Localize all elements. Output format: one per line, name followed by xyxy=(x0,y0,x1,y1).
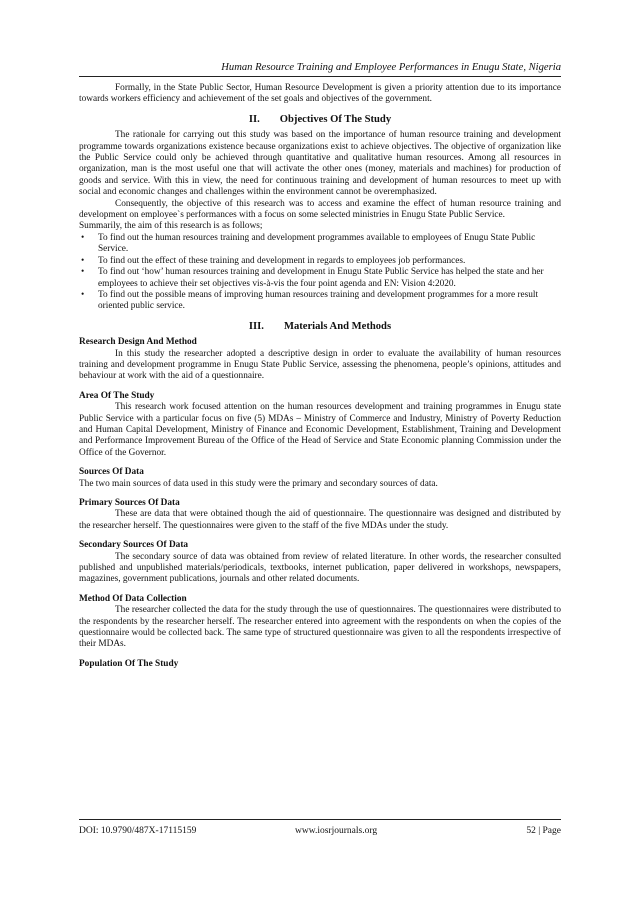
subheading-collection: Method Of Data Collection xyxy=(79,593,187,604)
section-title: Objectives Of The Study xyxy=(279,113,392,125)
subheading-area: Area Of The Study xyxy=(79,390,155,401)
subheading-research-design: Research Design And Method xyxy=(79,337,197,348)
intro-paragraph: Formally, in the State Public Sector, Human Resource Development is given a priority attention due to its importance towards workers efficiency and achievement of the set goals and objectives of the government. xyxy=(79,83,561,105)
research-design-paragraph: In this study the researcher adopted a descriptive design in order to evaluate the availability of human resources training and development programme in Enugu State Public Service, assessing the phenomena, people’s opinions, attitudes and behaviour at work with the aid of a questionnaire. xyxy=(79,348,561,382)
page-content xyxy=(79,83,561,670)
list-item: • To find out ‘how’ human resources training and development in Enugu State Public Service has helped the state and her employees to achieve their set objectives vis-à-vis the four point agenda and EN: Vision 4:2020. xyxy=(81,267,544,289)
subheading-population: Population Of The Study xyxy=(79,658,179,669)
objectives-paragraph-2: Consequently, the objective of this research was to access and examine the effect of human resource training and development on employee`s performances with a focus on some selected ministries in Enugu State Public Service. xyxy=(79,198,561,221)
sources-paragraph: The two main sources of data used in this study were the primary and secondary sources of data. xyxy=(79,478,438,489)
bullet-icon: • xyxy=(81,267,85,278)
footer-divider xyxy=(79,819,561,820)
secondary-paragraph: The secondary source of data was obtained from review of related literature. In other words, the researcher consulted published and unpublished materials/periodicals, textbooks, internet publication, paper delivered in workshops, newspapers, magazines, government publications, journals and other related documents. xyxy=(79,551,561,585)
objectives-paragraph-1: The rationale for carrying out this study was based on the importance of human resource training and development programme towards organizations existence because organizations exist to achieve objectives. The objective of organization like the Public Service could only be achieved through quantitative and qualitative human resources. Among all resources in organization, man is the most useful one that will activate the other ones (money, materials and machines) for production of goods and service. With this in view, the need for continuous training and development of human resources to meet up with social and economic changes and challenges within the environment cannot be overemphasized. xyxy=(79,130,561,198)
area-paragraph: This research work focused attention on the human resources development and training programmes in Enugu state Public Service with a particular focus on five (5) MDAs – Ministry of Commerce and Industry, Ministry of Poverty Reduction and Human Capital Development, Ministry of Finance and Economic Development, Establishment, Training and Development and Performance Improvement Bureau of the Office of the Head of Service and State Economic planning Commission under the Office of the Governor. xyxy=(79,402,561,458)
doi-label: DOI: 10.9790/487X-17115159 xyxy=(79,826,197,836)
bullet-icon: • xyxy=(81,232,85,243)
list-item: • To find out the effect of these training and development in regards to employees job performances. xyxy=(81,255,466,266)
list-item: • To find out the human resources training and development programmes available to employees of Enugu State Public Service. xyxy=(81,232,536,255)
primary-paragraph: These are data that were obtained though the aid of questionnaire. The questionnaire was designed and distributed by the researcher herself. The questionnaires were given to the staff of the five MDAs under the study. xyxy=(79,509,561,531)
subheading-secondary: Secondary Sources Of Data xyxy=(79,540,189,551)
section-number: II. xyxy=(248,113,260,125)
bullet-icon: • xyxy=(81,255,85,266)
running-header: Human Resource Training and Employee Performances in Enugu State, Nigeria xyxy=(221,62,561,73)
subheading-primary: Primary Sources Of Data xyxy=(79,498,180,508)
section-heading-objectives xyxy=(79,114,561,125)
list-item: • To find out the possible means of improving human resources training and development programmes for a more result oriented public service. xyxy=(81,289,539,312)
objectives-list xyxy=(79,233,561,313)
header-divider xyxy=(79,76,561,77)
objectives-paragraph-3: Summarily, the aim of this research is as follows; xyxy=(79,221,263,232)
section-heading-methods xyxy=(79,321,561,332)
bullet-icon: • xyxy=(81,289,85,300)
page-footer xyxy=(79,826,561,840)
section-title: Materials And Methods xyxy=(283,320,392,332)
section-number: III. xyxy=(248,320,264,332)
page-number: 52 | Page xyxy=(526,826,561,836)
collection-paragraph: The researcher collected the data for the study through the use of questionnaires. The questionnaires were distributed to the respondents by the researcher herself. The researcher entered into agreement with the respondents on when the copies of the questionnaire would be collected back. The same type of structured questionnaire was given to all the respondents irrespective of their MDAs. xyxy=(79,605,561,650)
subheading-sources: Sources Of Data xyxy=(79,467,144,478)
website-label: www.iosrjournals.org xyxy=(295,826,378,836)
